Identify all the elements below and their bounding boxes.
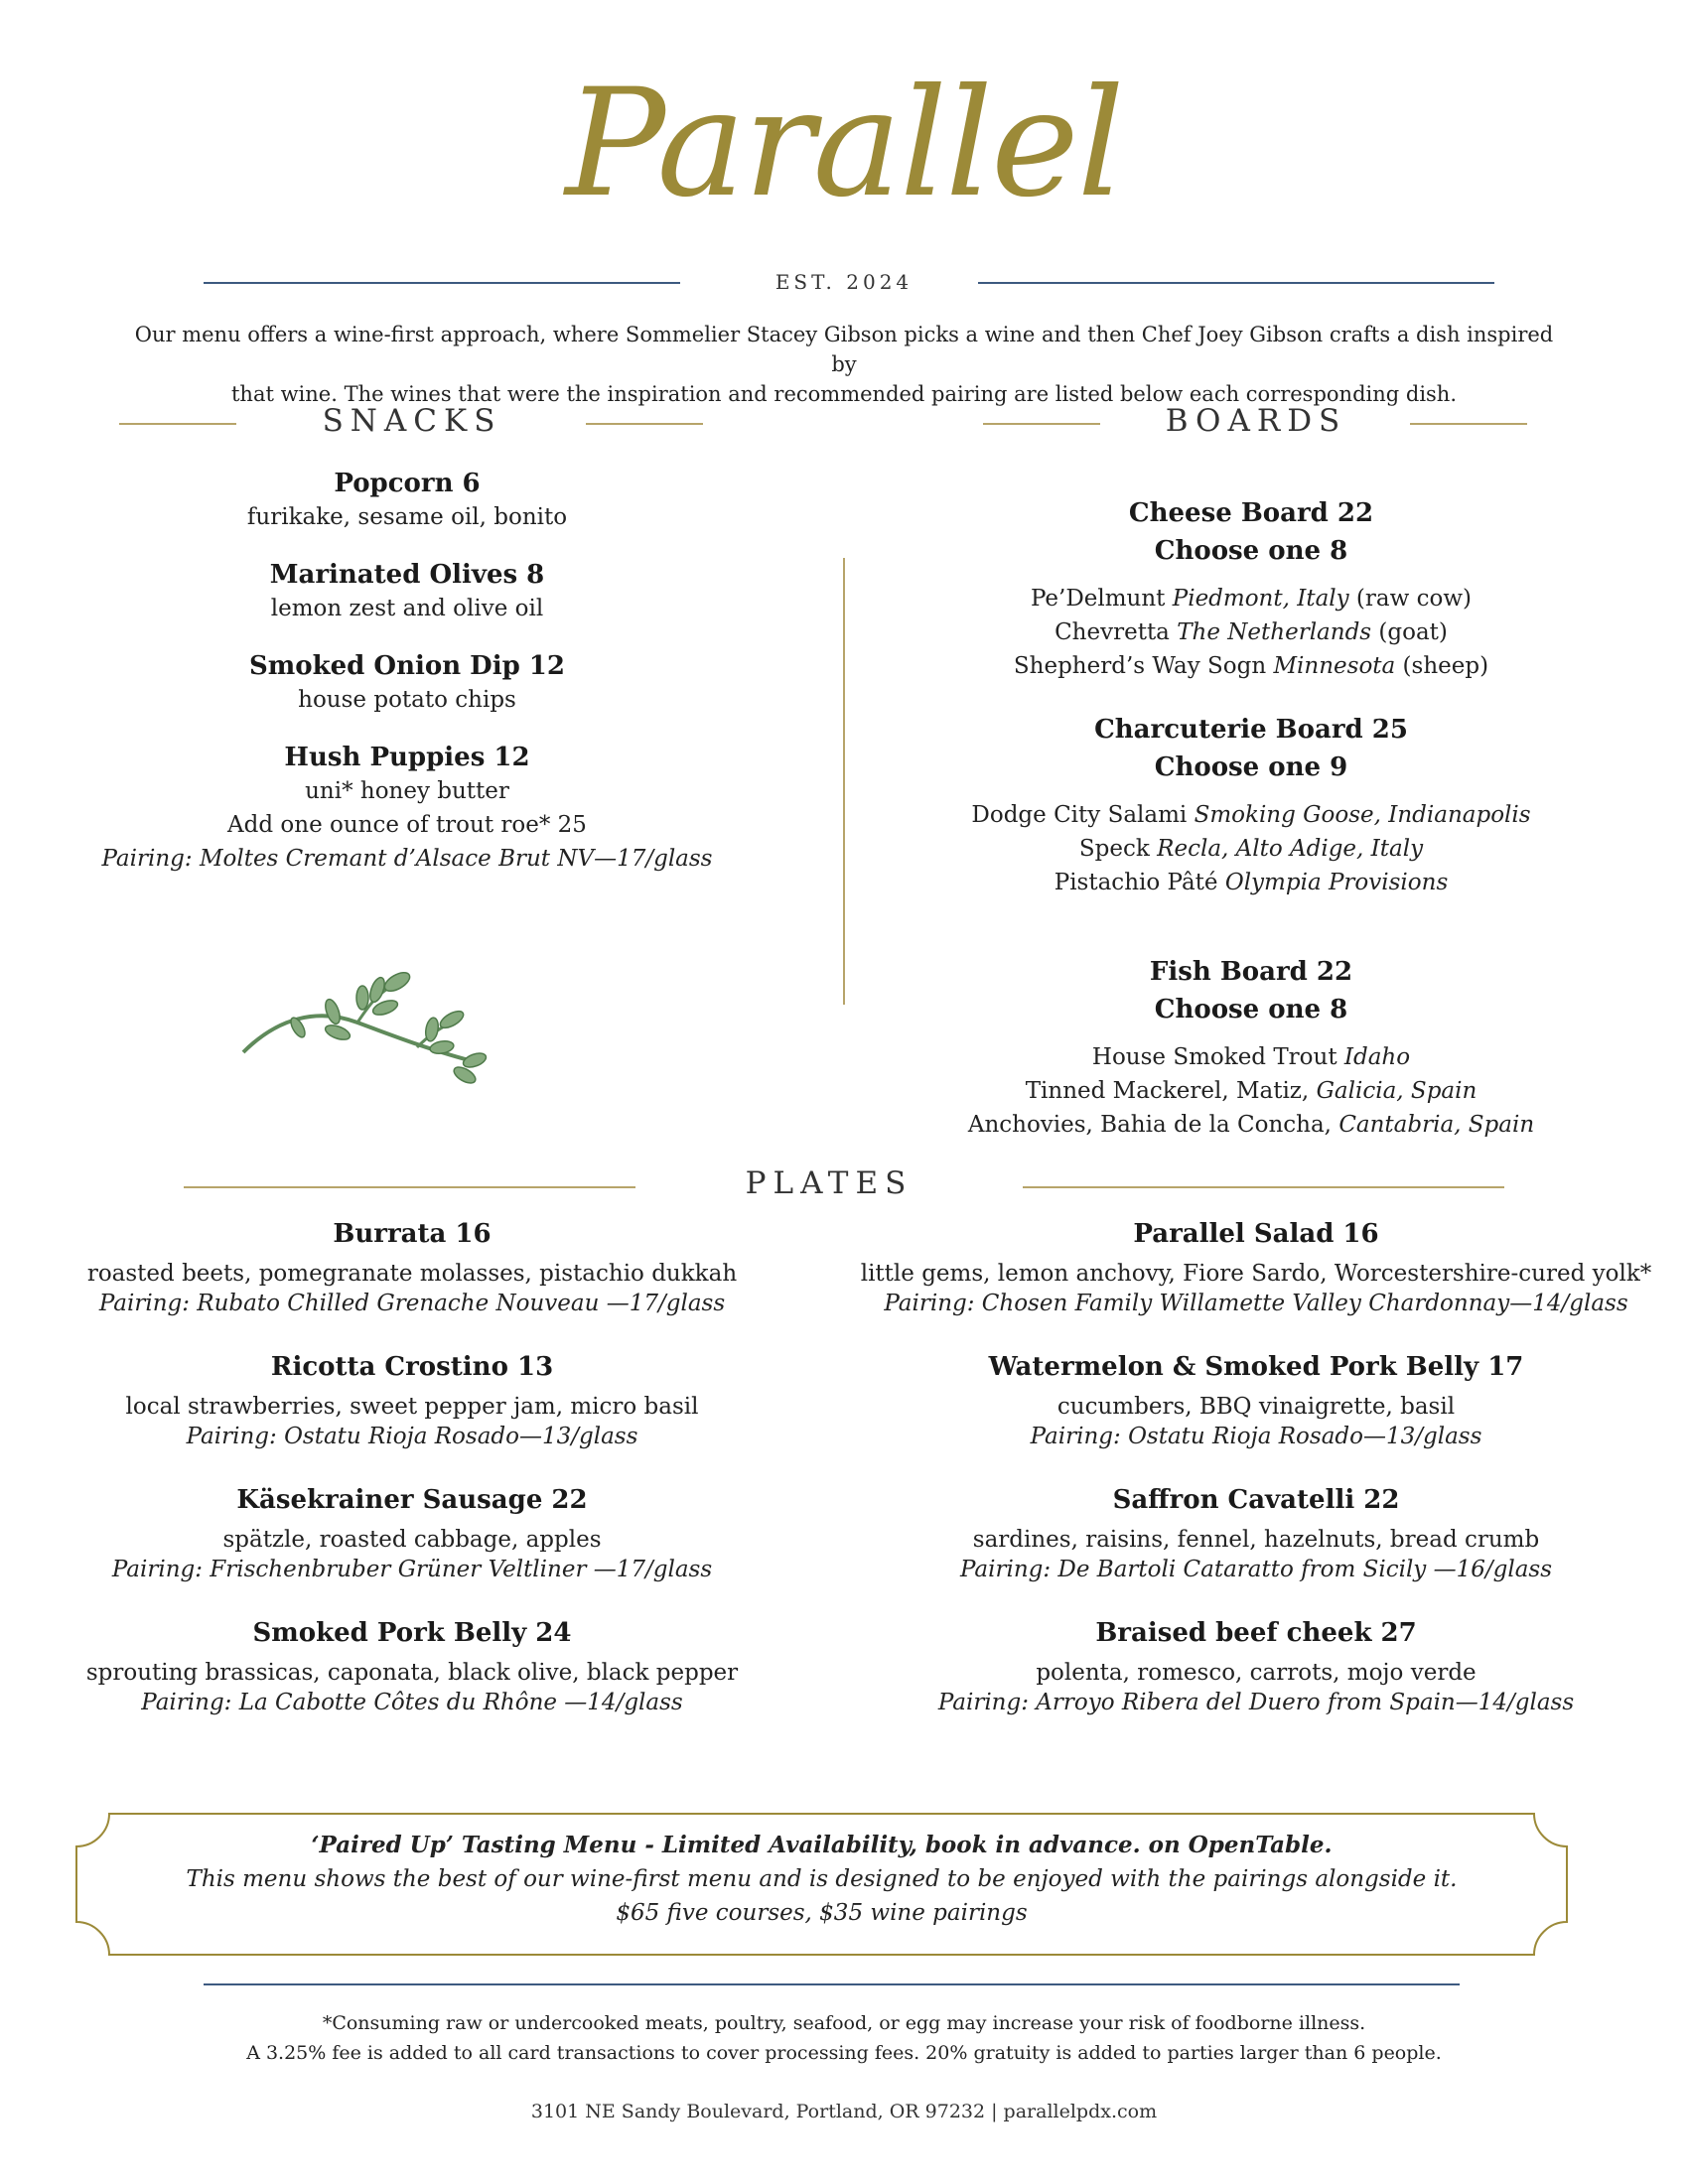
menu-item-desc: little gems, lemon anchovy, Fiore Sardo, Worcestershire-cured yolk* — [860, 1261, 1652, 1287]
menu-item-pairing: Pairing: La Cabotte Côtes du Rhône —14/glass — [141, 1690, 683, 1715]
menu-item-pairing: Pairing: Moltes Cremant d’Alsace Brut NV—17/glass — [101, 846, 713, 872]
menu-item-desc: cucumbers, BBQ vinaigrette, basil — [1056, 1394, 1456, 1420]
charcuterie-board — [854, 711, 1648, 899]
board-choose: Choose one 8 — [1154, 995, 1348, 1024]
menu-item-name: Burrata 16 — [333, 1219, 492, 1249]
menu-item-pairing: Pairing: De Bartoli Cataratto from Sicily —16/glass — [959, 1557, 1553, 1582]
menu-item-name: Watermelon & Smoked Pork Belly 17 — [988, 1352, 1524, 1382]
intro-line-2: that wine. The wines that were the inspiration and recommended pairing are listed below each corresponding dish. — [230, 382, 1458, 406]
column-divider — [843, 558, 845, 1005]
intro-text — [119, 320, 1569, 409]
menu-item-pairing: Pairing: Arroyo Ribera del Duero from Spain—14/glass — [937, 1690, 1575, 1715]
board-line: Shepherd’s Way Sogn Minnesota (sheep) — [1013, 653, 1489, 679]
foodborne-warning: *Consuming raw or undercooked meats, poultry, seafood, or egg may increase your risk of foodborne illness. — [322, 2012, 1366, 2034]
menu-item-pairing: Pairing: Rubato Chilled Grenache Nouveau —17/glass — [98, 1291, 726, 1316]
menu-item-desc: spätzle, roasted cabbage, apples — [222, 1527, 602, 1553]
plates-left-column — [60, 1219, 765, 1715]
cheese-board — [854, 494, 1648, 683]
board-name: Cheese Board 22 — [1128, 498, 1374, 528]
snacks-rule-right — [586, 423, 703, 425]
menu-item-name: Parallel Salad 16 — [1133, 1219, 1379, 1249]
board-choose: Choose one 9 — [1154, 752, 1348, 782]
board-line: Pe’Delmunt Piedmont, Italy (raw cow) — [1030, 586, 1473, 612]
menu-item-desc: furikake, sesame oil, bonito — [246, 504, 568, 530]
boards-title: BOARDS — [1165, 403, 1347, 439]
snacks-list — [60, 469, 755, 876]
boards-rule-right — [1410, 423, 1527, 425]
board-line: Anchovies, Bahia de la Concha, Cantabria, Spain — [967, 1112, 1535, 1138]
tasting-menu-desc: This menu shows the best of our wine-first menu and is designed to be enjoyed with the pairings alongside it. — [186, 1866, 1458, 1892]
plates-right-column — [844, 1219, 1668, 1715]
plates-rule-right — [1023, 1186, 1504, 1188]
snacks-title: SNACKS — [322, 403, 502, 439]
tasting-menu-price: $65 five courses, $35 wine pairings — [616, 1900, 1028, 1926]
board-line: Tinned Mackerel, Matiz, Galicia, Spain — [1025, 1078, 1477, 1104]
menu-item-addon: Add one ounce of trout roe* 25 — [227, 812, 587, 838]
leaf-sprig-icon — [238, 968, 506, 1097]
menu-item-desc: roasted beets, pomegranate molasses, pistachio dukkah — [86, 1261, 738, 1287]
menu-item-name: Marinated Olives 8 — [269, 560, 545, 590]
menu-item-desc: polenta, romesco, carrots, mojo verde — [1036, 1660, 1477, 1686]
menu-item-desc: local strawberries, sweet pepper jam, micro basil — [125, 1394, 699, 1420]
footer-notes — [0, 2008, 1688, 2068]
board-line: Speck Recla, Alto Adige, Italy — [1078, 836, 1424, 862]
menu-item-pairing: Pairing: Ostatu Rioja Rosado—13/glass — [1030, 1424, 1482, 1449]
menu-item-desc: lemon zest and olive oil — [270, 596, 544, 621]
menu-item-name: Ricotta Crostino 13 — [270, 1352, 554, 1382]
menu-item-name: Käsekrainer Sausage 22 — [236, 1485, 588, 1515]
plates-title: PLATES — [745, 1165, 914, 1201]
fee-notice: A 3.25% fee is added to all card transactions to cover processing fees. 20% gratuity is added to parties larger than 6 people. — [246, 2042, 1442, 2064]
intro-line-1: Our menu offers a wine-first approach, where Sommelier Stacey Gibson picks a wine and then Chef Joey Gibson crafts a dish inspired by — [134, 323, 1554, 376]
board-name: Charcuterie Board 25 — [1094, 715, 1408, 745]
menu-item-desc: sardines, raisins, fennel, hazelnuts, bread crumb — [972, 1527, 1540, 1553]
menu-item-name: Braised beef cheek 27 — [1095, 1618, 1417, 1648]
fish-board — [854, 953, 1648, 1142]
plates-rule-left — [184, 1186, 635, 1188]
board-line: House Smoked Trout Idaho — [1091, 1044, 1411, 1070]
menu-item-desc: sprouting brassicas, caponata, black olive, black pepper — [85, 1660, 739, 1686]
tasting-menu — [74, 1829, 1569, 1930]
board-line: Chevretta The Netherlands (goat) — [1055, 619, 1448, 645]
menu-item-name: Smoked Onion Dip 12 — [249, 651, 565, 681]
board-line: Pistachio Pâté Olympia Provisions — [1054, 870, 1449, 895]
boards-rule-left — [983, 423, 1100, 425]
menu-item-desc: uni* honey butter — [305, 778, 509, 804]
snacks-rule-left — [119, 423, 236, 425]
menu-item-name: Smoked Pork Belly 24 — [252, 1618, 572, 1648]
menu-item-name: Saffron Cavatelli 22 — [1112, 1485, 1400, 1515]
logo: Parallel — [565, 58, 1123, 230]
menu-item-pairing: Pairing: Ostatu Rioja Rosado—13/glass — [186, 1424, 638, 1449]
menu-item-pairing: Pairing: Chosen Family Willamette Valley Chardonnay—14/glass — [884, 1291, 1628, 1316]
menu-item-desc: house potato chips — [298, 687, 516, 713]
board-choose: Choose one 8 — [1154, 536, 1348, 566]
board-name: Fish Board 22 — [1149, 957, 1353, 987]
tasting-menu-title: ‘Paired Up’ Tasting Menu - Limited Availability, book in advance. on OpenTable. — [311, 1832, 1333, 1858]
board-line: Dodge City Salami Smoking Goose, Indianapolis — [971, 802, 1531, 828]
menu-item-pairing: Pairing: Frischenbruber Grüner Veltliner —17/glass — [111, 1557, 713, 1582]
footer-rule — [204, 1983, 1460, 1985]
menu-item-name: Hush Puppies 12 — [284, 743, 530, 772]
established-label: EST. 2024 — [774, 270, 914, 294]
address: 3101 NE Sandy Boulevard, Portland, OR 97232 | parallelpdx.com — [530, 2101, 1158, 2122]
menu-item-name: Popcorn 6 — [334, 469, 481, 498]
